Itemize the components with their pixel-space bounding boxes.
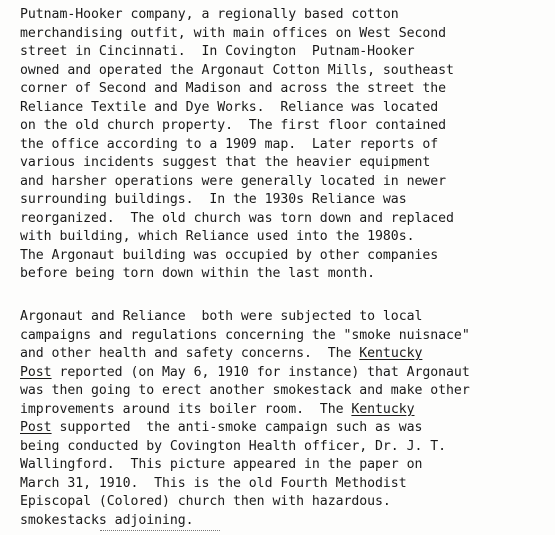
underlined-newspaper-name: Post [20,364,52,380]
text-line [20,345,470,364]
paragraph-1 [20,6,454,284]
text-line: Wallingford. This picture appeared in the paper on [20,457,423,472]
text-line: Argonaut and Reliance both were subjected to local [20,309,423,324]
text-line [20,419,470,438]
text-line: surrounding buildings. In the 1930s Reliance was [20,192,407,207]
text-line [20,401,470,420]
underlined-newspaper-name: Post [20,420,52,435]
underlined-newspaper-name: Kentucky [359,346,423,361]
text-line: various incidents suggest that the heavier equipment [20,155,431,170]
text-line: merchandising outfit, with main offices on West Second [20,25,447,41]
text-line: before being torn down within the last month. [20,266,376,281]
text-line: Episcopal (Colored) church then with hazardous. [20,494,391,509]
text-line: street in Cincinnati. In Covington Putnam-Hooker [20,44,415,59]
text-line: being conducted by Covington Health officer, Dr. J. T. [20,438,447,454]
page-edge-mark [100,530,220,533]
text-segment: reported (on May 6, 1910 for instance) that Argonaut [51,364,470,380]
text-line: and harsher operations were generally located in newer [20,173,447,189]
text-line: March 31, 1910. This is the old Fourth Methodist [20,475,407,491]
text-line: smokestacks adjoining. [20,512,194,528]
text-line: the office according to a 1909 map. Later reports of [20,136,439,152]
text-segment: and other health and safety concerns. The [20,346,360,361]
underlined-newspaper-name: Kentucky [351,401,415,417]
paragraph-2 [20,308,470,530]
text-line: on the old church property. The first floor contained [20,118,447,133]
text-line: campaigns and regulations concerning the "smoke nuisnace" [20,327,470,343]
text-segment: improvements around its boiler room. The [20,401,352,417]
text-line: reorganized. The old church was torn down and replaced [20,210,454,226]
text-line: was then going to erect another smokestack and make other [20,383,470,398]
text-line: corner of Second and Madison and across the street the [20,81,447,96]
text-line: Reliance Textile and Dye Works. Reliance was located [20,99,439,115]
text-line [20,364,470,383]
text-line: The Argonaut building was occupied by other companies [20,247,439,263]
text-line: Putnam-Hooker company, a regionally based cotton [20,7,399,22]
text-line: with building, which Reliance used into the 1980s. [20,229,415,244]
text-segment: supported the anti-smoke campaign such as was [51,420,423,435]
text-line: owned and operated the Argonaut Cotton Mills, southeast [20,62,454,78]
